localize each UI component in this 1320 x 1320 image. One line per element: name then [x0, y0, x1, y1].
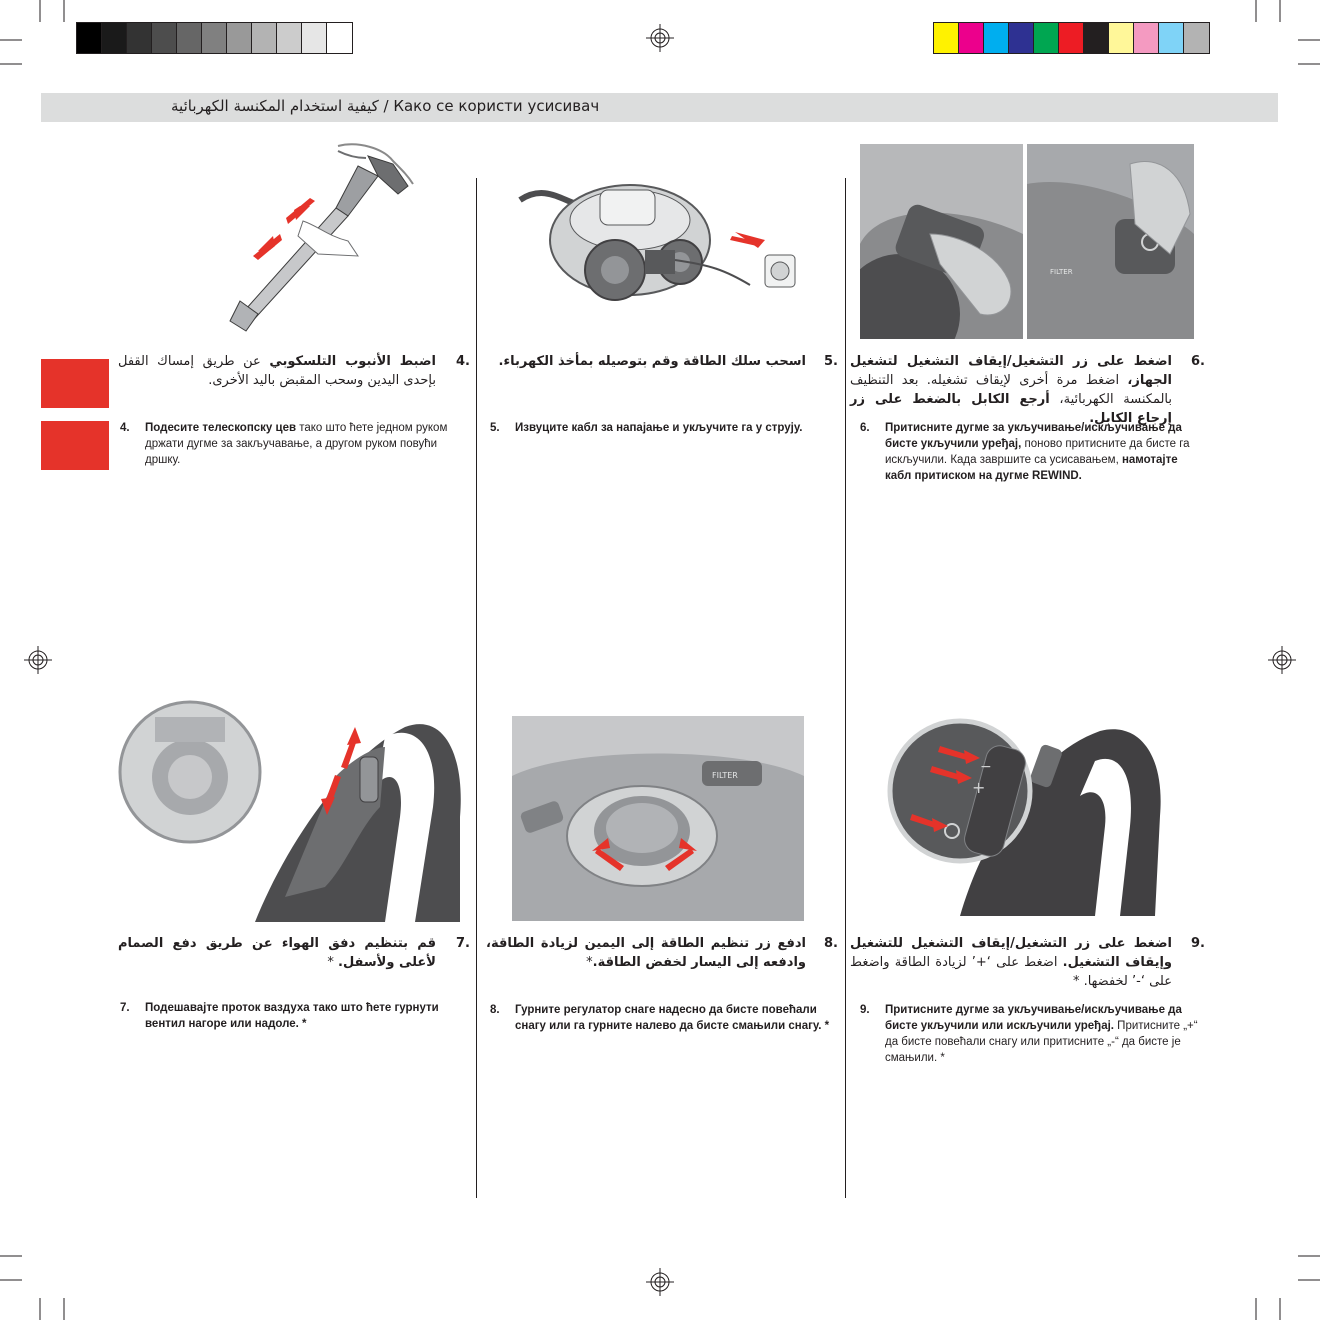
step-6-arabic-num: .6	[1191, 354, 1205, 369]
step-9-arabic-bold: اضغط على زر التشغيل/إيقاف التشغيل للتشغيل وإيقاف التشغيل.	[850, 936, 1173, 970]
step-6-serbian	[860, 420, 1204, 484]
step-4-serbian-num: 4.	[120, 422, 130, 434]
process-swatch-4	[1009, 23, 1034, 53]
step-5-arabic-num: .5	[824, 354, 838, 369]
step-6-serbian-bold-2: намотајте кабл притиском на дугме REWIND.	[885, 454, 1178, 482]
process-swatch-9	[1134, 23, 1159, 53]
step-4-arabic-num: .4	[456, 354, 470, 369]
gray-swatch-9	[277, 23, 302, 53]
step-7-serbian-num: 7.	[120, 1002, 130, 1014]
power-regulator-illustration	[512, 716, 804, 921]
step-7-arabic-number	[440, 934, 470, 953]
step-8-arabic-number	[808, 934, 838, 953]
step-9-serbian-text: Притисните „+“ да бисте повећали снагу или притисните „-“ да бисте је смањили. *	[885, 1020, 1198, 1064]
step-6-serbian-bold: Притисните дугме за укључивање/искључивање да бисте укључили уређај,	[885, 422, 1182, 450]
vacuum-power-cord-illustration	[510, 150, 810, 320]
step-6-serbian-num: 6.	[860, 422, 870, 434]
step-5-arabic-number	[808, 352, 838, 371]
step-8-serbian-num: 8.	[490, 1004, 500, 1016]
step-4-arabic-number	[440, 352, 470, 371]
step-7-serbian-bold: Подешавајте проток ваздуха тако што ћете гурнути вентил нагоре или надоле. *	[145, 1002, 439, 1030]
process-swatch-7	[1084, 23, 1109, 53]
filter-label-2: FILTER	[712, 771, 738, 780]
step-4-arabic-bold: اضبط الأنبوب التلسكوبي	[269, 354, 436, 369]
process-swatch-10	[1159, 23, 1184, 53]
gray-swatch-1	[77, 23, 102, 53]
step-8-arabic	[486, 934, 806, 972]
step-8-arabic-text: *	[586, 955, 593, 970]
step-4-arabic-text: عن طريق إمساك القفل بإحدى اليدين وسحب المقبض باليد الأخرى.	[118, 354, 436, 388]
step-9-arabic-num: .9	[1191, 936, 1205, 951]
language-tab-serbian	[41, 421, 109, 470]
step-7-arabic-text: *	[327, 955, 338, 970]
step-8-serbian-bold: Гурните регулатор снаге надесно да бисте повећали снагу или га гурните налево да бисте смањили снагу. *	[515, 1004, 830, 1032]
step-7-arabic-bold: قم بتنظيم دفق الهواء عن طريق دفع الصمام لأعلى ولأسفل.	[118, 936, 436, 970]
gray-swatch-7	[227, 23, 252, 53]
step-5-arabic-bold: اسحب سلك الطاقة وقم بتوصيله بمأخذ الكهرباء.	[498, 354, 806, 369]
step-7-arabic	[118, 934, 436, 972]
section-header	[41, 93, 1278, 122]
gray-swatch-5	[177, 23, 202, 53]
step-9-serbian	[860, 1002, 1204, 1066]
step-5-serbian-bold: Извуците кабл за напајање и укључите га у струју.	[515, 422, 803, 434]
step-6-arabic	[850, 352, 1172, 428]
airflow-valve-illustration	[115, 697, 465, 922]
telescopic-tube-illustration	[218, 136, 438, 336]
minus-icon: −	[980, 759, 992, 775]
step-5-serbian	[490, 420, 830, 436]
step-4-arabic	[118, 352, 436, 390]
gray-swatch-8	[252, 23, 277, 53]
step-6-serbian-text: поново притисните да бисте га искључили. Када завршите са усисавањем,	[885, 438, 1190, 466]
gray-swatch-11	[327, 23, 352, 53]
step-4-serbian-bold: Подесите телескопску цев	[145, 422, 297, 434]
step-6-arabic-number	[1175, 352, 1205, 371]
gray-swatch-2	[102, 23, 127, 53]
power-and-rewind-buttons-illustration	[860, 144, 1194, 339]
step-9-arabic-number	[1175, 934, 1205, 953]
column-divider-right	[845, 178, 846, 1198]
step-9-serbian-num: 9.	[860, 1004, 870, 1016]
step-5-arabic	[498, 352, 806, 371]
process-swatch-1	[934, 23, 959, 53]
step-9-serbian-bold: Притисните дугме за укључивање/искључивање да бисте укључили или искључили уређај.	[885, 1004, 1182, 1032]
process-swatch-2	[959, 23, 984, 53]
page-title: كيفية استخدام المكنسة الكهربائية / Како се користи усисивач	[171, 97, 600, 115]
step-9-arabic-text: اضغط على ‘+’ لزيادة الطاقة واضغط على ‘-’ لخفضها. *	[850, 955, 1172, 989]
step-8-serbian	[490, 1002, 830, 1034]
process-swatch-5	[1034, 23, 1059, 53]
plus-icon: +	[972, 778, 986, 797]
step-8-arabic-bold: ادفع زر تنظيم الطاقة إلى اليمين لزيادة الطاقة، وادفعه إلى اليسار لخفض الطاقة.	[486, 936, 806, 970]
filter-label: FILTER	[1050, 268, 1073, 276]
step-4-serbian-text: тако што ћете једном руком држати дугме за закључавање, а другом руком повући дршку.	[145, 422, 448, 466]
gray-swatch-3	[127, 23, 152, 53]
grayscale-color-bar	[76, 22, 353, 54]
step-7-arabic-num: .7	[456, 936, 470, 951]
step-7-serbian	[120, 1000, 460, 1032]
gray-swatch-6	[202, 23, 227, 53]
process-swatch-11	[1184, 23, 1209, 53]
step-5-serbian-num: 5.	[490, 422, 500, 434]
process-swatch-3	[984, 23, 1009, 53]
process-swatch-8	[1109, 23, 1134, 53]
process-swatch-6	[1059, 23, 1084, 53]
gray-swatch-4	[152, 23, 177, 53]
step-9-arabic	[850, 934, 1172, 991]
step-8-arabic-num: .8	[824, 936, 838, 951]
column-divider-left	[476, 178, 477, 1198]
step-4-serbian	[120, 420, 460, 468]
step-6-arabic-text: اضغط مرة أخرى لإيقاف تشغيله. بعد التنظيف بالمكنسة الكهربائية،	[850, 373, 1172, 407]
step-6-arabic-bold: اضغط على زر التشغيل/إيقاف التشغيل لتشغيل الجهاز،	[850, 354, 1172, 388]
language-tab-arabic	[41, 359, 109, 408]
process-color-bar	[933, 22, 1210, 54]
power-buttons-handle-illustration	[880, 716, 1165, 916]
step-6-arabic-bold-2: أرجع الكابل بالضغط على زر إرجاع الكابل.	[850, 392, 1172, 426]
gray-swatch-10	[302, 23, 327, 53]
